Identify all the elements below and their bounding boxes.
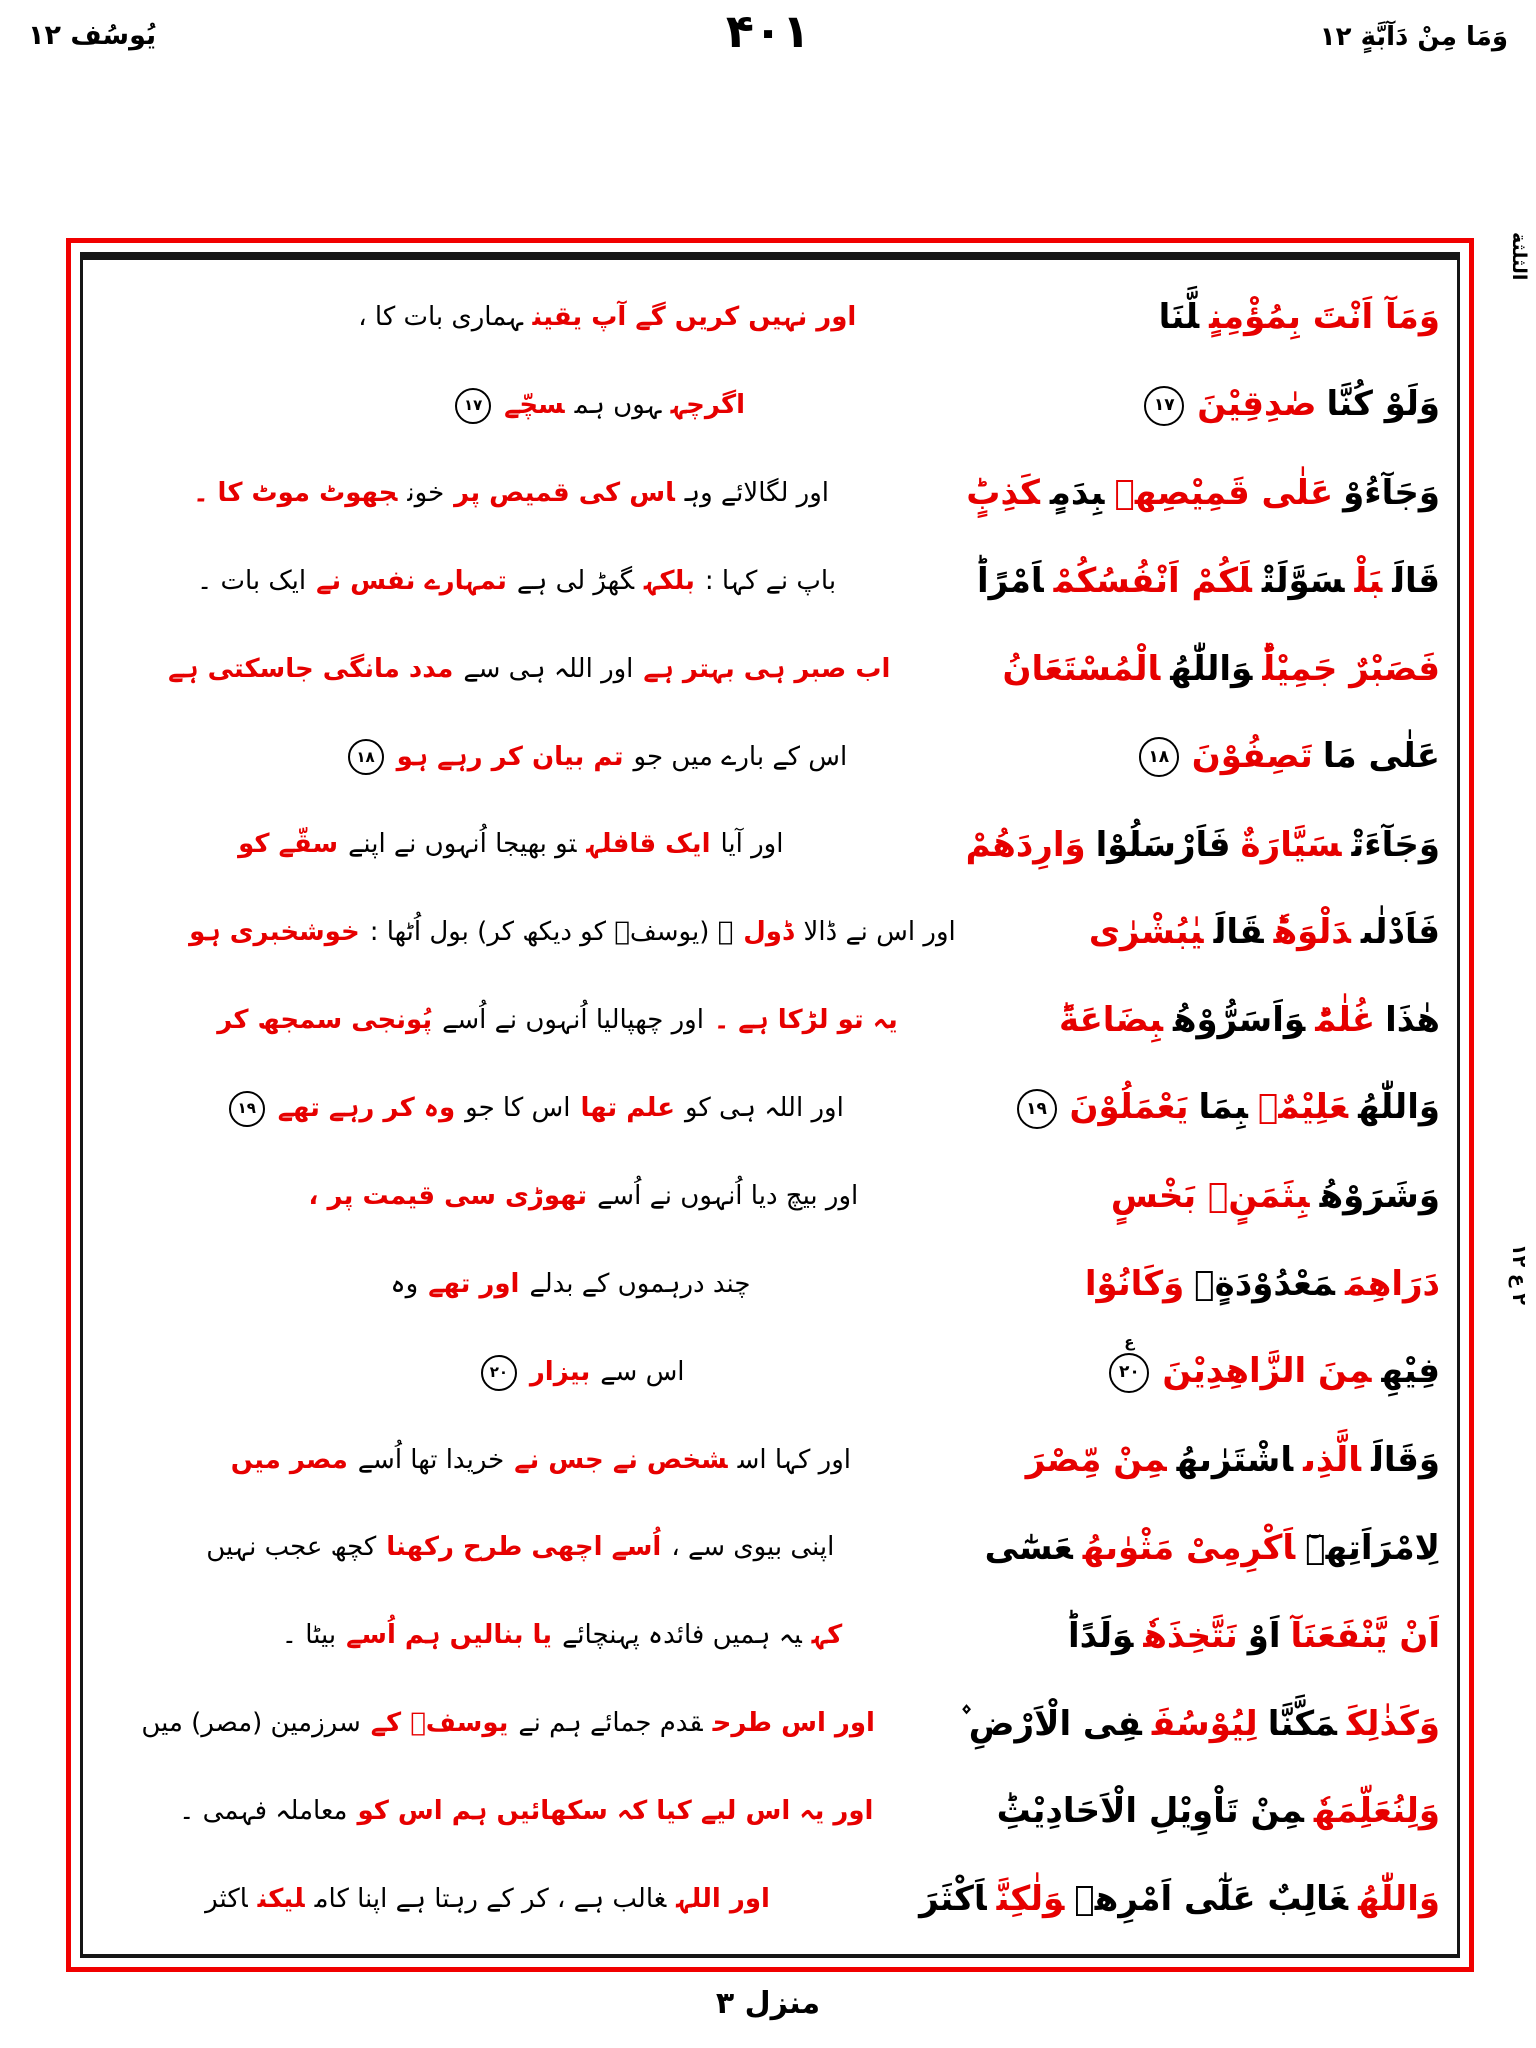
arabic-line xyxy=(1021,1439,1445,1480)
arabic-segment-red: بِضَاعَةًؕ xyxy=(1058,1000,1163,1041)
urdu-translation-line xyxy=(95,388,1102,424)
arabic-segment-black: غَالِبٌ عَلٰٓى اَمْرِهٖ xyxy=(1074,1879,1349,1920)
urdu-translation-line xyxy=(95,830,927,860)
arabic-segment-red: سَيَّارَةٌ xyxy=(1240,824,1342,865)
ayah-row xyxy=(95,1153,1445,1241)
verse-number-marker: ۱۹ xyxy=(229,1091,265,1127)
arabic-segment-black: لَّنَا xyxy=(1158,297,1200,338)
arabic-line xyxy=(1106,1178,1445,1215)
arabic-segment-black: وَجَآءُوْ xyxy=(1343,473,1440,514)
arabic-segment-red: مِنْ مِّصْرَ xyxy=(1025,1439,1167,1480)
margin-note-thulth: الثلثة xyxy=(1508,232,1530,281)
urdu-translation-line xyxy=(95,655,963,685)
arabic-line xyxy=(955,1703,1445,1744)
arabic-segment-black: فَاَرْسَلُوْا xyxy=(1095,824,1231,865)
arabic-segment-red: لَكُمْ اَنْفُسُكُمْ xyxy=(1053,560,1252,601)
urdu-segment-red: اگرچہ xyxy=(670,390,746,421)
arabic-line xyxy=(1080,1266,1445,1303)
ayah-row xyxy=(95,1592,1445,1680)
footer-manzil-label: منزل ۳ xyxy=(715,1986,821,2021)
arabic-segment-red: لِيُوْسُفَ xyxy=(1151,1703,1258,1744)
urdu-translation-line xyxy=(95,1006,1020,1036)
page-frame-inner-border xyxy=(80,252,1460,1958)
verse-number-marker: ۱۷ xyxy=(455,388,491,424)
arabic-segment-black: وَلَدًاؕ xyxy=(1067,1615,1134,1656)
ayah-row xyxy=(95,713,1445,801)
urdu-segment-black: اور بیچ دیا اُنہوں نے اُسے xyxy=(597,1180,859,1211)
urdu-translation-line xyxy=(95,1709,921,1739)
arabic-segment-black: بِدَمٍ xyxy=(1049,473,1105,514)
arabic-segment-black: وَشَرَوْهُ xyxy=(1319,1176,1440,1217)
urdu-segment-black: سرزمین (مصر) میں xyxy=(141,1708,361,1739)
urdu-segment-red: یوسفؑ کے xyxy=(370,1708,509,1739)
urdu-segment-black: خون xyxy=(407,477,445,508)
arabic-segment-red: يَعْمَلُوْنَ xyxy=(1069,1087,1189,1128)
arabic-line xyxy=(1054,1002,1445,1039)
arabic-segment-red: نَتَّخِذَهٗ xyxy=(1143,1615,1238,1656)
arabic-line xyxy=(1063,1615,1445,1656)
urdu-translation-line xyxy=(95,479,927,509)
ruku-ain-mark: ع xyxy=(1124,1332,1135,1351)
arabic-segment-black: اَمْرًاؕ xyxy=(977,560,1044,601)
urdu-segment-black: اور اللہ ہی سے xyxy=(463,653,634,684)
verse-number-marker: ۱۷ xyxy=(1144,386,1184,426)
arabic-line xyxy=(992,1793,1445,1830)
verse-number-marker: ۲۰ ع xyxy=(1109,1353,1149,1393)
urdu-segment-black: اور اس نے ڈالا xyxy=(803,917,956,948)
arabic-line xyxy=(980,1527,1445,1568)
urdu-segment-red: تمہارے نفس نے xyxy=(316,565,507,596)
ayah-row xyxy=(95,889,1445,977)
urdu-segment-black: بیٹا ۔ xyxy=(281,1620,337,1651)
arabic-segment-black: قَالَ xyxy=(1213,912,1264,953)
urdu-segment-red: مدد مانگی جاسکتی ہے xyxy=(168,653,454,684)
arabic-line xyxy=(1131,737,1445,777)
arabic-line xyxy=(1136,386,1445,426)
arabic-line xyxy=(1101,1332,1445,1393)
arabic-segment-red: وَلِنُعَلِّمَهٗ xyxy=(1313,1791,1440,1832)
arabic-segment-black: مَكَّنَّا xyxy=(1267,1703,1337,1744)
urdu-segment-red: علم تھا xyxy=(580,1093,675,1124)
ayah-row xyxy=(95,1417,1445,1505)
arabic-segment-black: اَوْ xyxy=(1247,1615,1281,1656)
ayah-row xyxy=(95,1329,1445,1417)
urdu-segment-black: خریدا تھا اُسے xyxy=(357,1444,505,1475)
arabic-segment-black: بِمَا xyxy=(1198,1087,1248,1128)
urdu-segment-black: ہوں ہم xyxy=(574,390,661,421)
urdu-translation-line xyxy=(95,1446,987,1476)
urdu-segment-black: کچھ عجب نہیں xyxy=(206,1532,377,1563)
arabic-segment-red: وَلٰكِنَّ xyxy=(996,1879,1065,1920)
arabic-segment-black: هٰذَا xyxy=(1385,1000,1440,1041)
arabic-segment-black: قَالَ xyxy=(1392,560,1440,601)
urdu-segment-red: شخص نے جس نے xyxy=(514,1444,728,1475)
arabic-segment-red: عَلِيْمٌۢ xyxy=(1257,1087,1349,1128)
urdu-segment-black: اور اللہ ہی کو xyxy=(684,1093,844,1124)
header-surah-name: یُوسُف ۱۲ xyxy=(28,20,157,51)
urdu-segment-black: ۔ (یوسفؑ کو دیکھ کر) بول اُٹھا : xyxy=(369,917,734,948)
urdu-translation-line xyxy=(95,739,1097,775)
arabic-segment-red: فَصَبْرٌ جَمِيْلٌؕ xyxy=(1262,648,1440,689)
arabic-line xyxy=(1154,299,1445,336)
urdu-segment-black: باپ نے کہا : xyxy=(704,565,837,596)
arabic-line xyxy=(961,824,1445,865)
urdu-segment-red: جھوٹ موٹ کا ۔ xyxy=(193,477,398,508)
ayah-row xyxy=(95,977,1445,1065)
arabic-segment-red: دَرَاهِمَ xyxy=(1344,1264,1440,1305)
urdu-segment-red: بلکہ xyxy=(644,565,695,596)
ayah-row xyxy=(95,1504,1445,1592)
arabic-segment-red: كَذِبٍؕ xyxy=(966,473,1040,514)
ayah-row xyxy=(95,450,1445,538)
arabic-segment-red: الْمُسْتَعَانُ xyxy=(1002,648,1161,689)
urdu-segment-black: اور آیا xyxy=(720,829,784,860)
urdu-segment-red: اور اللہ xyxy=(676,1884,770,1915)
urdu-segment-black: چند درہموں کے بدلے xyxy=(529,1268,751,1299)
ayah-row xyxy=(95,274,1445,362)
verse-number-marker: ۱۸ xyxy=(1139,737,1179,777)
verse-number-marker: ۲۰ xyxy=(481,1355,517,1391)
urdu-segment-black: اس کے بارے میں جو xyxy=(633,741,848,772)
ayah-row xyxy=(95,1680,1445,1768)
urdu-segment-black: اور چھپالیا اُنہوں نے اُسے xyxy=(442,1005,704,1036)
arabic-segment-red: وَاللّٰهُ xyxy=(1358,1879,1440,1920)
urdu-translation-line xyxy=(95,1355,1067,1391)
urdu-segment-black: اکثر xyxy=(205,1884,248,1915)
ayah-row xyxy=(95,1065,1445,1153)
arabic-line xyxy=(1009,1089,1445,1129)
ayah-row xyxy=(95,626,1445,714)
arabic-segment-black: عَلٰى مَا xyxy=(1322,735,1440,776)
urdu-translation-line xyxy=(95,918,1050,948)
urdu-translation-line xyxy=(95,1797,958,1827)
urdu-segment-black: اور کہا اس xyxy=(737,1444,851,1475)
urdu-segment-red: وہ کر رہے تھے xyxy=(277,1093,456,1124)
urdu-segment-red: پُونجی سمجھ کر xyxy=(217,1005,433,1036)
urdu-segment-red: ایک قافلہ xyxy=(586,829,711,860)
urdu-segment-red: اُسے اچھی طرح رکھنا xyxy=(386,1532,662,1563)
arabic-segment-black: وَاللّٰهُ xyxy=(1358,1087,1440,1128)
arabic-line xyxy=(961,475,1445,512)
urdu-translation-line xyxy=(95,303,1120,333)
arabic-segment-red: وَكَانُوْا xyxy=(1084,1264,1185,1305)
page-frame xyxy=(66,238,1474,1972)
arabic-segment-red: وَكَذٰلِكَ xyxy=(1346,1703,1440,1744)
urdu-translation-line xyxy=(95,1533,946,1563)
urdu-segment-black: معاملہ فہمی ۔ xyxy=(179,1796,348,1827)
arabic-segment-red: عَلٰى قَمِيْصِهٖ xyxy=(1114,473,1334,514)
urdu-segment-black: تو بھیجا اُنہوں نے اپنے xyxy=(348,829,577,860)
arabic-segment-red: وَمَآ اَنْتَ بِمُؤْمِنٍ xyxy=(1209,297,1440,338)
urdu-segment-red: اور یہ اس لیے کیا کہ سکھائیں ہم اس کو xyxy=(357,1796,874,1827)
urdu-segment-black: اور لگالائے وہ xyxy=(684,477,830,508)
urdu-segment-red: سقّے کو xyxy=(238,829,339,860)
urdu-segment-red: بیزار xyxy=(529,1357,591,1388)
arabic-segment-black: وَاَسَرُّوْهُ xyxy=(1172,1000,1306,1041)
arabic-line xyxy=(972,560,1445,601)
arabic-segment-black: سَوَّلَتْ xyxy=(1261,560,1345,601)
arabic-segment-red: يٰبُشْرٰى xyxy=(1088,912,1204,953)
arabic-segment-red: دَلْوَهٗؕ xyxy=(1273,912,1351,953)
urdu-segment-red: ڈول xyxy=(743,917,794,948)
urdu-segment-black: اس کا جو xyxy=(465,1093,571,1124)
arabic-line xyxy=(1084,914,1445,951)
ayah-row xyxy=(95,1768,1445,1856)
arabic-line xyxy=(997,648,1445,689)
arabic-segment-red: غُلٰمٌؕ xyxy=(1315,1000,1376,1041)
arabic-segment-black: فِى الْاَرْضِ ۫ xyxy=(960,1703,1142,1744)
urdu-segment-red: کہ xyxy=(811,1620,843,1651)
urdu-segment-red: اب صبر ہی بہتر ہے xyxy=(643,653,891,684)
arabic-segment-black: وَلَوْ كُنَّا xyxy=(1326,384,1440,425)
ayah-rows-container xyxy=(95,274,1445,1944)
arabic-segment-red: الَّذِى xyxy=(1303,1439,1362,1480)
urdu-segment-black: اس سے xyxy=(600,1357,685,1388)
arabic-segment-black: مَعْدُوْدَةٍۚ xyxy=(1194,1264,1335,1305)
urdu-segment-red: اور اس طرح xyxy=(712,1708,875,1739)
urdu-translation-line xyxy=(95,1091,975,1127)
arabic-segment-black: اشْتَرٰىهُ xyxy=(1176,1439,1294,1480)
arabic-segment-black: لِامْرَاَتِهٖٓ xyxy=(1305,1527,1440,1568)
margin-note-ruku: ۲ ع ۱۲ xyxy=(1508,1244,1530,1306)
ayah-row xyxy=(95,1241,1445,1329)
arabic-segment-black: فِيْهِ xyxy=(1381,1351,1440,1392)
urdu-segment-black: قدم جمائے ہم نے xyxy=(518,1708,703,1739)
arabic-segment-black: وَاللّٰهُ xyxy=(1170,648,1253,689)
ayah-row xyxy=(95,362,1445,450)
urdu-segment-red: لیکن xyxy=(257,1884,305,1915)
urdu-segment-red: مصر میں xyxy=(230,1444,348,1475)
urdu-translation-line xyxy=(95,1270,1046,1300)
verse-number-marker: ۱۹ xyxy=(1017,1089,1057,1129)
ayah-row xyxy=(95,538,1445,626)
urdu-segment-black: ہماری بات کا ، xyxy=(358,302,523,332)
arabic-segment-red: بِثَمَنٍۭ بَخْسٍ xyxy=(1110,1176,1310,1217)
header-page-number: ۴۰۱ xyxy=(725,4,811,58)
arabic-segment-black: فَاَدْلٰى xyxy=(1360,912,1440,953)
urdu-translation-line xyxy=(95,567,938,597)
urdu-translation-line xyxy=(95,1885,880,1915)
urdu-segment-red: یا بنالیں ہم اُسے xyxy=(346,1620,553,1651)
urdu-segment-red: اور نہیں کریں گے آپ یقین xyxy=(532,302,857,332)
arabic-segment-black: وَجَآءَتْ xyxy=(1351,824,1440,865)
urdu-segment-red: یہ تو لڑکا ہے ۔ xyxy=(713,1005,898,1036)
urdu-translation-line xyxy=(95,1182,1072,1212)
urdu-segment-red: تھوڑی سی قیمت پر ، xyxy=(308,1180,588,1211)
arabic-segment-red: تَصِفُوْنَ xyxy=(1191,735,1313,776)
urdu-segment-red: اس کی قمیص پر xyxy=(454,477,675,508)
arabic-segment-black: وَقَالَ xyxy=(1371,1439,1440,1480)
urdu-segment-black: گھڑ لی ہے xyxy=(516,565,635,596)
arabic-segment-black: مِنْ تَاْوِيْلِ الْاَحَادِيْثِؕ xyxy=(996,1791,1304,1832)
arabic-segment-red: اَنْ يَّنْفَعَنَآ xyxy=(1290,1615,1440,1656)
urdu-segment-red: تم بیان کر رہے ہو xyxy=(396,741,624,772)
ayah-row xyxy=(95,801,1445,889)
arabic-segment-red: بَلْ xyxy=(1354,560,1383,601)
arabic-segment-red: صٰدِقِيْنَ xyxy=(1197,384,1317,425)
verse-number-marker: ۱۸ xyxy=(348,739,384,775)
urdu-segment-black: وہ xyxy=(390,1268,419,1299)
urdu-segment-black: یہ ہمیں فائدہ پہنچائے xyxy=(562,1620,802,1651)
urdu-segment-red: خوشخبری ہو xyxy=(189,917,360,948)
ayah-row xyxy=(95,1856,1445,1944)
arabic-segment-red: وَارِدَهُمْ xyxy=(965,824,1086,865)
urdu-segment-red: اور تھے xyxy=(428,1268,520,1299)
arabic-segment-black: اَكْثَرَ xyxy=(919,1879,987,1920)
arabic-segment-red: اَكْرِمِىْ مَثْوٰىهُ xyxy=(1082,1527,1296,1568)
urdu-segment-black: ایک بات ۔ xyxy=(196,565,307,596)
header-juz-name: وَمَا مِنْ دَآبَّةٍ ۱۲ xyxy=(1319,22,1508,52)
urdu-segment-red: سچّے xyxy=(504,390,565,421)
arabic-segment-black: عَسٰٓى xyxy=(984,1527,1073,1568)
arabic-line xyxy=(914,1881,1445,1918)
urdu-segment-black: غالب ہے ، کر کے رہتا ہے اپنا کام xyxy=(314,1884,667,1915)
arabic-segment-red: مِنَ الزَّاهِدِيْنَ xyxy=(1162,1351,1372,1392)
urdu-translation-line xyxy=(95,1621,1029,1651)
urdu-segment-black: اپنی بیوی سے ، xyxy=(671,1532,835,1563)
